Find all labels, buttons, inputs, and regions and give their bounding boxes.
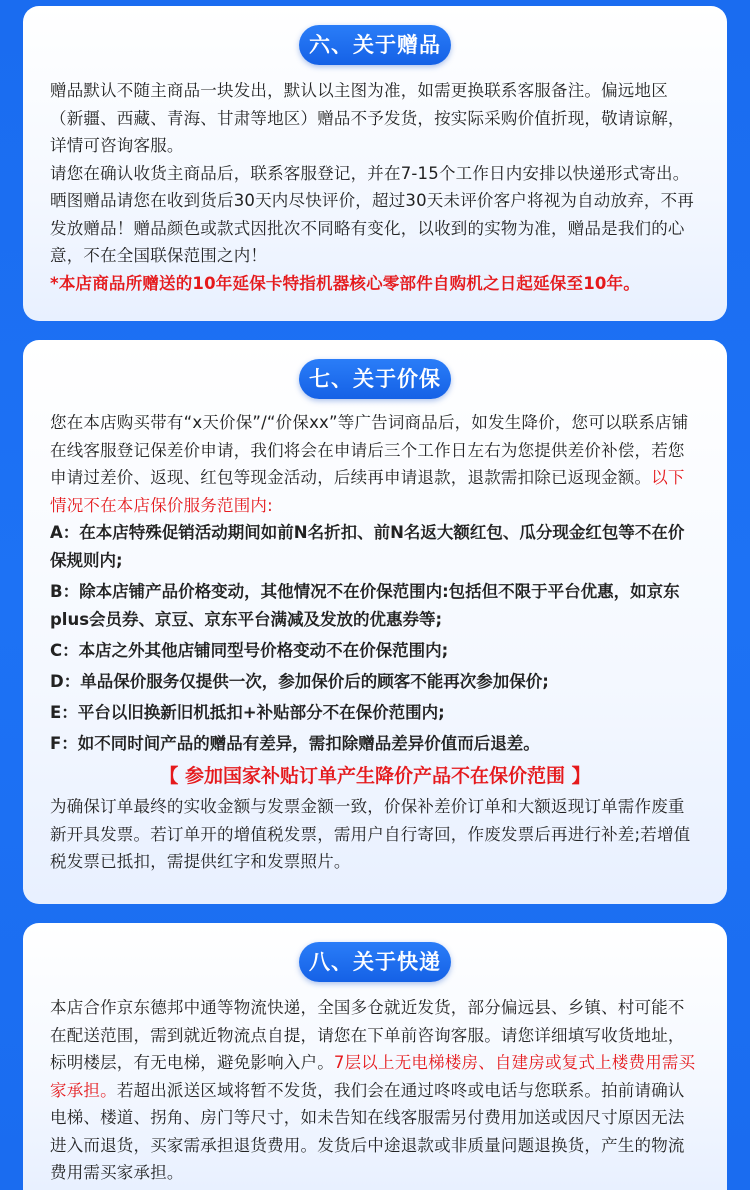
delivery-section-card bbox=[23, 923, 727, 1190]
delivery-text-b: 若超出派送区域将暂不发货，我们会在通过咚咚或电话与您联系。拍前请确认电梯、楼道、拐角、房门等尺寸，如未告知在线客服需另付费用加送或因尺寸原因无法进入而退货，买家需承担退货费用。发货后中途退款或非质量问题退换货，产生的物流费用需买家承担。 bbox=[50, 1080, 685, 1182]
rule-item-d: D：单品保价服务仅提供一次，参加保价后的顾客不能再次参加保价; bbox=[50, 672, 549, 691]
intro-exclusion-note: 以下情况不在本店保价服务范围内: bbox=[50, 468, 685, 515]
delivery-stairs-fee-note: 7层以上无电梯楼房、自建房或复式上楼费用需买家承担。 bbox=[50, 1053, 696, 1100]
national-subsidy-notice: 【 参加国家补贴订单产生降价产品不在保价范围 】 bbox=[159, 765, 591, 787]
gift-section-body bbox=[50, 77, 700, 297]
section-title-delivery: 八、关于快递 bbox=[299, 942, 451, 982]
intro-text: 您在本店购买带有“x天价保”/“价保xx”等广告词商品后，如发生降价，您可以联系店铺在线客服登记保差价申请，我们将会在申请后三个工作日左右为您提供差价补偿，若您申请过差价、返现、红包等现金活动，后续再申请退款，退款需扣除已返现金额。 bbox=[50, 413, 689, 487]
invoice-footer-text: 为确保订单最终的实收金额与发票金额一致，价保补差价订单和大额返现订单需作废重新开具发票。若订单开的增值税发票，需用户自行寄回，作废发票后再进行补差;若增值税发票已抵扣，需提供红字和发票照片。 bbox=[50, 797, 691, 871]
price-protection-card bbox=[23, 340, 727, 904]
rule-item-e: E：平台以旧换新旧机抵扣+补贴部分不在保价范围内; bbox=[50, 703, 445, 722]
gift-section-card bbox=[23, 6, 727, 321]
delivery-text-a: 本店合作京东德邦中通等物流快递，全国多仓就近发货，部分偏远县、乡镇、村可能不在配送范围，需到就近物流点自提，请您在下单前咨询客服。请您详细填写收货地址，标明楼层，有无电梯，避免影响入户。 bbox=[50, 998, 685, 1072]
price-protection-intro bbox=[50, 409, 700, 519]
price-protection-body bbox=[50, 409, 700, 876]
section-title-gifts: 六、关于赠品 bbox=[299, 25, 451, 65]
rule-item-c: C：本店之外其他店铺同型号价格变动不在价保范围内; bbox=[50, 641, 449, 660]
delivery-section-body bbox=[50, 994, 700, 1187]
rule-item-a: A：在本店特殊促销活动期间如前N名折扣、前N名返大额红包、瓜分现金红包等不在价保规则内; bbox=[50, 523, 685, 570]
rule-item-b: B：除本店铺产品价格变动，其他情况不在价保范围内:包括但不限于平台优惠，如京东plus会员券、京豆、京东平台满减及发放的优惠券等; bbox=[50, 582, 680, 629]
delivery-paragraph bbox=[50, 994, 700, 1187]
gift-paragraph-2: 请您在确认收货主商品后，联系客服登记，并在7-15个工作日内安排以快递形式寄出。晒图赠品请您在收到货后30天内尽快评价，超过30天未评价客户将视为自动放弃，不再发放赠品！赠品颜色或款式因批次不同略有变化，以收到的实物为准，赠品是我们的心意，不在全国联保范围之内！ bbox=[50, 163, 694, 265]
section-title-price-protection: 七、关于价保 bbox=[299, 359, 451, 399]
warranty-note: *本店商品所赠送的10年延保卡特指机器核心零部件自购机之日起延保至10年。 bbox=[50, 273, 640, 293]
gift-paragraph-1: 赠品默认不随主商品一块发出，默认以主图为准，如需更换联系客服备注。偏远地区（新疆、西藏、青海、甘肃等地区）赠品不予发货，按实际采购价值折现，敬请谅解，详情可咨询客服。 bbox=[50, 81, 685, 155]
rule-item-f: F：如不同时间产品的赠品有差异，需扣除赠品差异价值而后退差。 bbox=[50, 734, 540, 753]
